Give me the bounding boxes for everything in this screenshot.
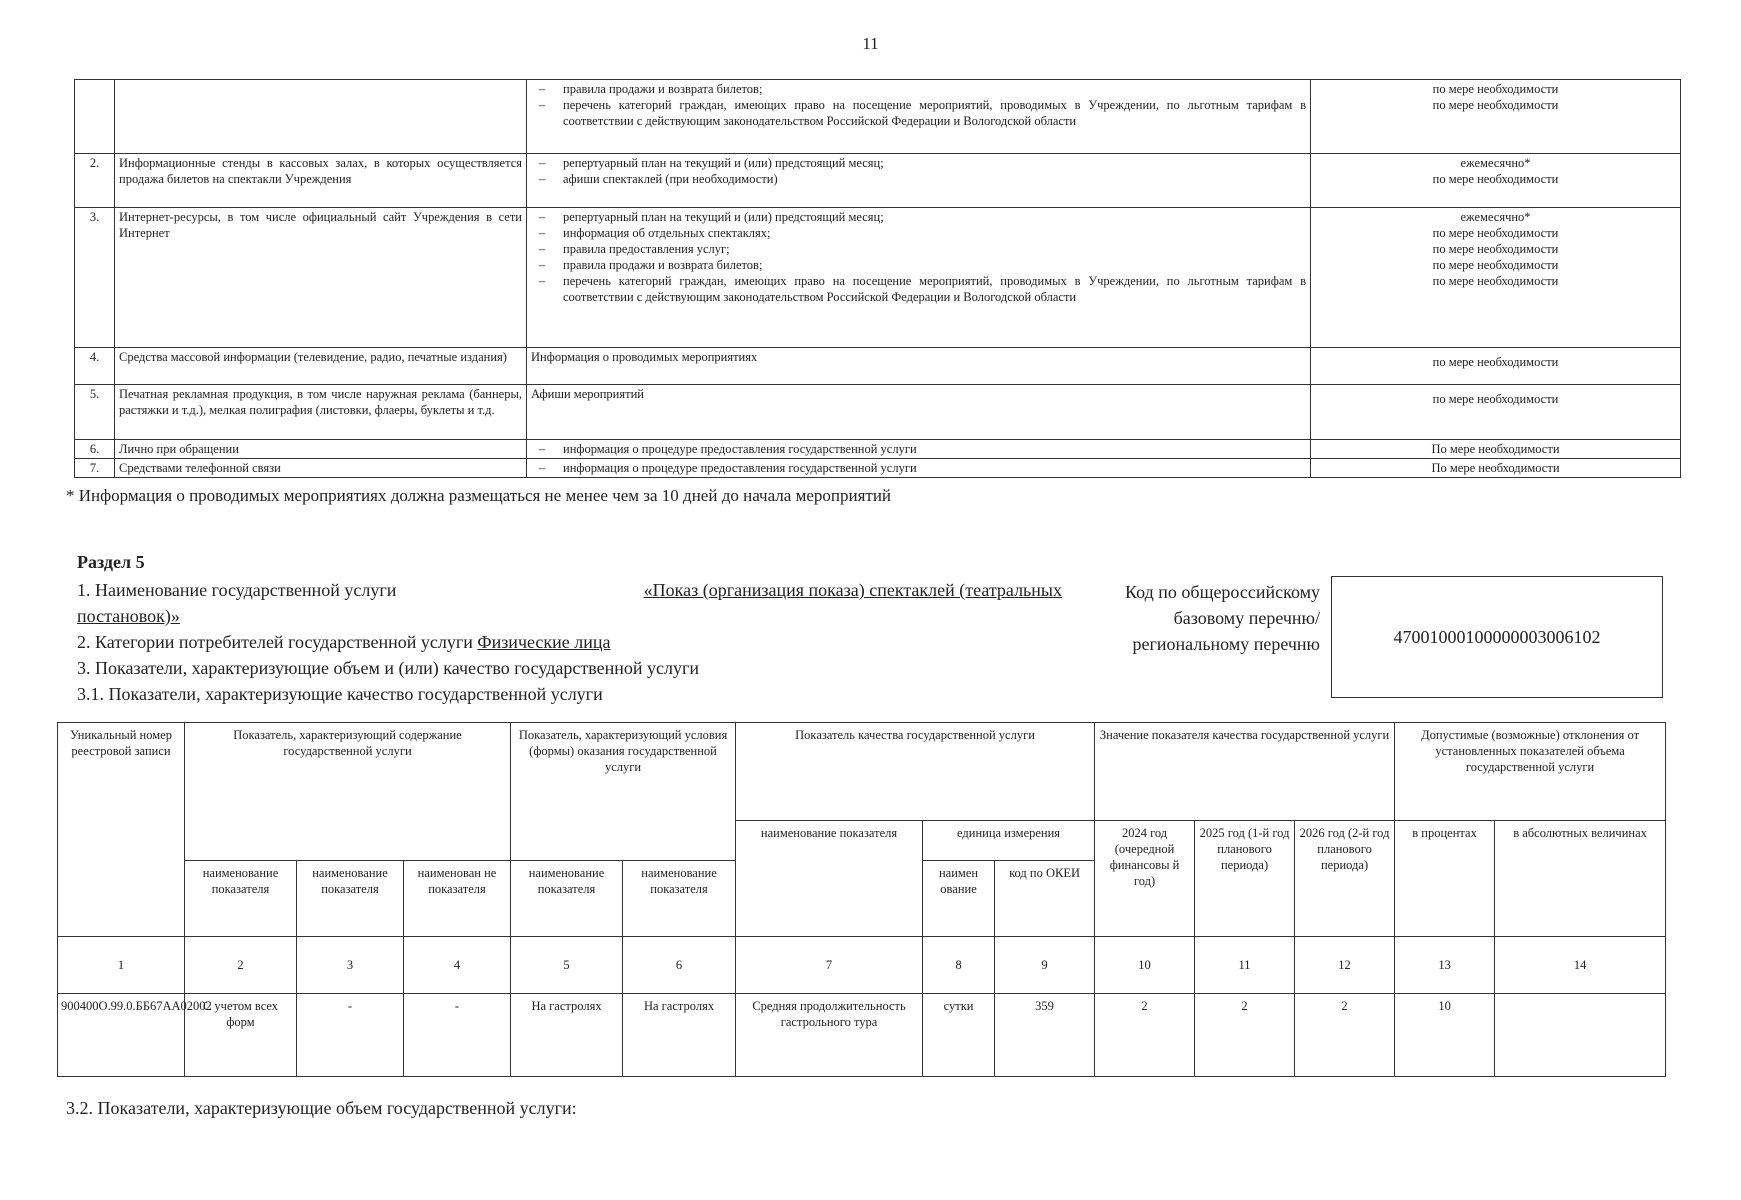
section-lines bbox=[77, 577, 1062, 707]
content-list bbox=[531, 441, 1306, 457]
list-item-text: информация о процедуре предоставления государственной услуги bbox=[563, 442, 917, 456]
content-list bbox=[531, 460, 1306, 476]
service-name-part2: постановок)» bbox=[77, 606, 180, 626]
service-name-line-2 bbox=[77, 603, 1062, 629]
list-item bbox=[531, 460, 1306, 476]
table-cell: - bbox=[404, 994, 511, 1077]
channel-name: Средства массовой информации (телевидение, радио, печатные издания) bbox=[115, 348, 527, 385]
service-name-prefix: 1. Наименование государственной услуги bbox=[77, 580, 397, 600]
list-item-text: перечень категорий граждан, имеющих право на посещение мероприятий, проводимых в Учреждении, по льготным тарифам в соответствии с действующим законодательством Российской Федерации и Вологодской области bbox=[563, 98, 1306, 128]
frequency-value: по мере необходимости bbox=[1432, 226, 1559, 240]
header-quality-indicator: Показатель качества государственной услуги bbox=[736, 723, 1095, 821]
channel-name: Информационные стенды в кассовых залах, в которых осуществляется продажа билетов на спектакли Учреждения bbox=[115, 154, 527, 208]
channel-name: Лично при обращении bbox=[115, 440, 527, 459]
table-row bbox=[75, 80, 1681, 154]
frequency-value: по мере необходимости bbox=[1432, 274, 1559, 288]
header-quality-indicator-name: наименование показателя bbox=[736, 821, 923, 937]
list-item-text: правила продажи и возврата билетов; bbox=[563, 82, 763, 96]
list-item bbox=[531, 81, 1306, 97]
dash-bullet: – bbox=[539, 442, 546, 456]
footnote: * Информация о проводимых мероприятиях должна размещаться не менее чем за 10 дней до начала мероприятий bbox=[66, 486, 892, 505]
list-item bbox=[531, 155, 1306, 171]
channel-content bbox=[527, 385, 1311, 440]
list-item-text: перечень категорий граждан, имеющих право на посещение мероприятий, проводимых в Учреждении, по льготным тарифам в соответствии с действующим законодательством Российской Федерации и Вологодской области bbox=[563, 274, 1306, 304]
channel-name bbox=[115, 80, 527, 154]
content-list bbox=[531, 155, 1306, 187]
dash-bullet: – bbox=[539, 461, 546, 475]
table-cell: На гастролях bbox=[623, 994, 736, 1077]
column-number: 3 bbox=[297, 937, 404, 994]
registry-code-box bbox=[1331, 576, 1663, 698]
header-deviation: Допустимые (возможные) отклонения от установленных показателей объема государственной услуги bbox=[1395, 723, 1666, 821]
header-unit-name: наимен ование bbox=[923, 861, 995, 937]
channel-name: Средствами телефонной связи bbox=[115, 459, 527, 478]
table-cell: 10 bbox=[1395, 994, 1495, 1077]
update-frequency bbox=[1311, 208, 1681, 348]
list-item bbox=[531, 97, 1306, 129]
header-absolute: в абсолютных величинах bbox=[1495, 821, 1666, 937]
channel-content bbox=[527, 348, 1311, 385]
dash-bullet: – bbox=[539, 82, 546, 96]
registry-code-value: 47001000100000003006102 bbox=[1393, 626, 1601, 647]
frequency-value: по мере необходимости bbox=[1432, 258, 1559, 272]
header-content-name-2: наименование показателя bbox=[297, 861, 404, 937]
table-cell: 2 bbox=[1195, 994, 1295, 1077]
header-percent: в процентах bbox=[1395, 821, 1495, 937]
row-number: 6. bbox=[75, 440, 115, 459]
list-item-text: информация об отдельных спектаклях; bbox=[563, 226, 771, 240]
list-item-text: правила продажи и возврата билетов; bbox=[563, 258, 763, 272]
column-number: 9 bbox=[995, 937, 1095, 994]
row-number bbox=[75, 80, 115, 154]
table-cell: 359 bbox=[995, 994, 1095, 1077]
header-year-2024: 2024 год (очередной финансовы й год) bbox=[1095, 821, 1195, 937]
frequency-value: по мере необходимости bbox=[1432, 172, 1559, 186]
column-number: 11 bbox=[1195, 937, 1295, 994]
table-row bbox=[75, 348, 1681, 385]
content-list bbox=[531, 209, 1306, 305]
column-number: 12 bbox=[1295, 937, 1395, 994]
list-item-text: правила предоставления услуг; bbox=[563, 242, 730, 256]
table-row bbox=[75, 385, 1681, 440]
header-year-2026: 2026 год (2-й год планового периода) bbox=[1295, 821, 1395, 937]
frequency-value: по мере необходимости bbox=[1432, 392, 1559, 406]
consumers-value: Физические лица bbox=[477, 632, 611, 652]
service-name-line bbox=[77, 577, 1062, 603]
table-row bbox=[75, 440, 1681, 459]
frequency-value: ежемесячно* bbox=[1460, 210, 1531, 224]
list-item bbox=[531, 171, 1306, 187]
update-frequency bbox=[1311, 440, 1681, 459]
list-item bbox=[531, 257, 1306, 273]
section-title: Раздел 5 bbox=[77, 552, 145, 572]
dash-bullet: – bbox=[539, 172, 546, 186]
dash-bullet: – bbox=[539, 226, 546, 240]
row-number: 3. bbox=[75, 208, 115, 348]
frequency-value: по мере необходимости bbox=[1432, 242, 1559, 256]
update-frequency bbox=[1311, 80, 1681, 154]
list-item bbox=[531, 441, 1306, 457]
table-row bbox=[75, 459, 1681, 478]
header-conditions-indicator: Показатель, характеризующий условия (формы) оказания государственной услуги bbox=[511, 723, 736, 861]
dash-bullet: – bbox=[539, 156, 546, 170]
frequency-value: по мере необходимости bbox=[1432, 82, 1559, 96]
channel-content bbox=[527, 80, 1311, 154]
header-okei-code: код по ОКЕИ bbox=[995, 861, 1095, 937]
column-number: 8 bbox=[923, 937, 995, 994]
update-frequency bbox=[1311, 348, 1681, 385]
content-text: Афиши мероприятий bbox=[531, 387, 644, 401]
dash-bullet: – bbox=[539, 98, 546, 112]
row-number: 7. bbox=[75, 459, 115, 478]
channel-content bbox=[527, 208, 1311, 348]
header-unique-number: Уникальный номер реестровой записи bbox=[58, 723, 185, 937]
column-number: 5 bbox=[511, 937, 623, 994]
frequency-value: По мере необходимости bbox=[1431, 442, 1560, 456]
column-numbers-row bbox=[58, 937, 1666, 994]
channel-name: Интернет-ресурсы, в том числе официальный сайт Учреждения в сети Интернет bbox=[115, 208, 527, 348]
table-cell: С учетом всех форм bbox=[185, 994, 297, 1077]
list-item-text: информация о процедуре предоставления государственной услуги bbox=[563, 461, 917, 475]
header-content-name-3: наименован не показателя bbox=[404, 861, 511, 937]
dash-bullet: – bbox=[539, 274, 546, 288]
content-list bbox=[531, 81, 1306, 129]
list-item-text: репертуарный план на текущий и (или) предстоящий месяц; bbox=[563, 156, 884, 170]
table-cell: 2 bbox=[1295, 994, 1395, 1077]
indicators-heading: 3. Показатели, характеризующие объем и (или) качество государственной услуги bbox=[77, 658, 699, 678]
table-cell bbox=[1495, 994, 1666, 1077]
frequency-value: по мере необходимости bbox=[1432, 98, 1559, 112]
row-number: 5. bbox=[75, 385, 115, 440]
table-row bbox=[75, 208, 1681, 348]
page-number: 11 bbox=[862, 34, 879, 53]
table-cell: На гастролях bbox=[511, 994, 623, 1077]
header-year-2025: 2025 год (1-й год планового периода) bbox=[1195, 821, 1295, 937]
table-cell: 900400О.99.0.ББ67АА02002 bbox=[58, 994, 185, 1077]
header-content-indicator: Показатель, характеризующий содержание государственной услуги bbox=[185, 723, 511, 861]
dash-bullet: – bbox=[539, 242, 546, 256]
column-number: 13 bbox=[1395, 937, 1495, 994]
info-channels-table bbox=[74, 79, 1681, 478]
list-item bbox=[531, 273, 1306, 305]
header-unit: единица измерения bbox=[923, 821, 1095, 861]
column-number: 10 bbox=[1095, 937, 1195, 994]
list-item bbox=[531, 225, 1306, 241]
channel-content bbox=[527, 154, 1311, 208]
column-number: 14 bbox=[1495, 937, 1666, 994]
column-number: 2 bbox=[185, 937, 297, 994]
table-row bbox=[58, 994, 1666, 1077]
table-row bbox=[75, 154, 1681, 208]
header-quality-value: Значение показателя качества государственной услуги bbox=[1095, 723, 1395, 821]
row-number: 2. bbox=[75, 154, 115, 208]
header-content-name-1: наименование показателя bbox=[185, 861, 297, 937]
list-item-text: афиши спектаклей (при необходимости) bbox=[563, 172, 778, 186]
dash-bullet: – bbox=[539, 258, 546, 272]
table-cell: сутки bbox=[923, 994, 995, 1077]
quality-indicators-table bbox=[57, 722, 1666, 1077]
channel-name: Печатная рекламная продукция, в том числе наружная реклама (баннеры, растяжки и т.д.), мелкая полиграфия (листовки, флаеры, буклеты и т.д. bbox=[115, 385, 527, 440]
column-number: 1 bbox=[58, 937, 185, 994]
table-cell: 2 bbox=[1095, 994, 1195, 1077]
update-frequency bbox=[1311, 385, 1681, 440]
table-cell: Средняя продолжительность гастрольного тура bbox=[736, 994, 923, 1077]
row-number: 4. bbox=[75, 348, 115, 385]
update-frequency bbox=[1311, 154, 1681, 208]
channel-content bbox=[527, 459, 1311, 478]
column-number: 4 bbox=[404, 937, 511, 994]
consumers-prefix: 2. Категории потребителей государственной услуги bbox=[77, 632, 473, 652]
frequency-value: ежемесячно* bbox=[1460, 156, 1531, 170]
table-cell: - bbox=[297, 994, 404, 1077]
list-item bbox=[531, 241, 1306, 257]
registry-code-label: Код по общероссийскому базовому перечню/региональному перечню bbox=[1125, 582, 1320, 654]
service-name-part1: «Показ (организация показа) спектаклей (театральных bbox=[643, 580, 1062, 600]
column-number: 6 bbox=[623, 937, 736, 994]
content-text: Информация о проводимых мероприятиях bbox=[531, 350, 758, 364]
dash-bullet: – bbox=[539, 210, 546, 224]
list-item-text: репертуарный план на текущий и (или) предстоящий месяц; bbox=[563, 210, 884, 224]
channel-content bbox=[527, 440, 1311, 459]
header-condition-name-1: наименование показателя bbox=[511, 861, 623, 937]
consumers-line bbox=[77, 629, 1062, 655]
header-condition-name-2: наименование показателя bbox=[623, 861, 736, 937]
list-item bbox=[531, 209, 1306, 225]
frequency-value: по мере необходимости bbox=[1432, 355, 1559, 369]
update-frequency bbox=[1311, 459, 1681, 478]
volume-indicators-heading: 3.2. Показатели, характеризующие объем государственной услуги: bbox=[66, 1098, 577, 1118]
quality-indicators-heading: 3.1. Показатели, характеризующие качество государственной услуги bbox=[77, 684, 603, 704]
column-number: 7 bbox=[736, 937, 923, 994]
frequency-value: По мере необходимости bbox=[1431, 461, 1560, 475]
